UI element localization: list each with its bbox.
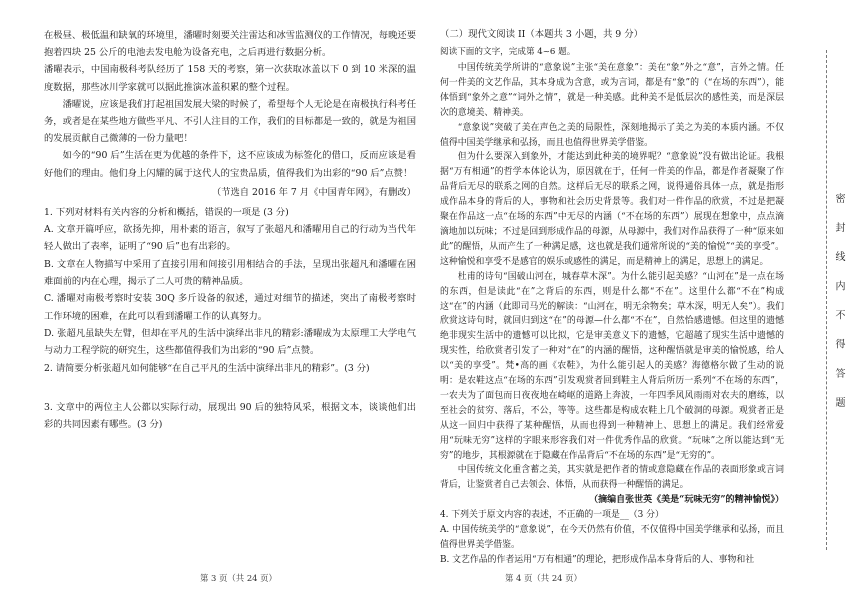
- right-page: [430, 0, 792, 595]
- paragraph: 但为什么要深入到象外，才能达到此种美的境界呢？“意象说”没有做出论证。我根据“万有相通”的哲学本体论认为，原因就在于，任何一件美的作品，都是作者凝聚了作品背后无尽的联系之网的自然。这样后无尽的联系之网，说得通俗具体一点，就是指形成作品本身的背后的人，事物和社会历史背景等。我们对一件作品的欣赏，不过是把凝聚在作品这一点“在场的东西”中无尽的内涵（“不在场的东西”）展现在想象中，点点滴滴地加以玩味；不过是回到形成作品的母源，从母源中，我们对作品获得了一种“原来如此”的醒悟，从而产生了一种满足感，这也就是我们通常所说的“美的愉悦”“美的享受”。这种愉悦和享受不是感官的娱乐或感性的满足，而是精神上的满足，思想上的满足。: [440, 152, 784, 267]
- paragraph: 中国传统文化重含蓄之美，其实就是把作者的情或意隐藏在作品的表面形象或言词背后，让鉴赏者自己去领会、体悟，从而获得一种醒悟的满足。: [440, 465, 784, 491]
- page-footer-left: 第 3 页（共 24 页）: [200, 573, 277, 583]
- question-1-option-a: A. 文章开篇呼应，欲扬先抑，用朴素的语言，叙写了张超凡和潘曜用自己的行动为当代年轻人做出了表率，证明了“90 后”也有出彩的。: [44, 224, 416, 253]
- question-4-option-b: B. 文艺作品的作者运用“万有相通”的理论，把形成作品本身背后的人、事物和社: [440, 555, 755, 565]
- answer-space: [44, 377, 416, 399]
- binding-dashed-line: [826, 50, 827, 550]
- question-1-option-d: D. 张超凡虽缺失左臂，但却在平凡的生活中演绎出非凡的精彩:潘曜成为太原理工大学电气与动力工程学院的研究生，这些都值得我们为出彩的“90 后”点赞。: [44, 327, 416, 357]
- paragraph: 潘曜表示，中国南极科考队经历了 158 天的考察，第一次获取冰盖以下 0 到 10 米深的温度数据，那些冰川学家就可以据此推演冰盖积累的整个过程。: [44, 64, 416, 93]
- paragraph: “意象说”突破了美在声色之美的局限性，深刻地揭示了美之为美的本质内涵。不仅值得中国美学继承和弘扬，而且也值得世界美学借鉴。: [440, 122, 784, 148]
- article-source: （摘编自张世英《美是“玩味无穷”的精神愉悦》）: [589, 495, 784, 506]
- question-1-stem: 1. 下列对材料有关内容的分析和概括，错误的一项是 (3 分): [44, 206, 289, 218]
- question-3: 3. 文章中的两位主人公都以实际行动，展现出 90 后的独特风采，根据文本，谈谈他们出彩的共同因素有哪些。(3 分): [44, 401, 416, 431]
- instruction: 阅读下面的文字，完成第 4~6 题。: [440, 47, 576, 57]
- section-title: （二）现代文阅读 II（本题共 3 小题，共 9 分）: [440, 29, 643, 40]
- question-1-option-c: C. 潘曜对南极考察时安装 30Q 多斤设备的叙述，通过对细节的描述，突出了南极考察时工作环境的困难，在此可以看到潘曜工作的认真努力。: [44, 293, 416, 322]
- paragraph: 杜甫的诗句“国破山河在，城春草木深”。为什么能引起美感？“山河在”是一点在场的东西，但是读此“在”之背后的东西，则是什么都“不在”。这里什么都“不在”构成这“在”的内涵（此即司马光的解读：“山河在，明无余物矣；草木深，明无人矣”）。我们欣赏这诗句时，就回归到这“在”的母源—什么都“不在”，自然恰感遗憾。但这里的遗憾绝非现实生活中的遗憾可以比拟，它是审美意义下的遗憾，它超越了现实生活中遗憾的现实性，给欣赏者引发了一种对“在”的内涵的醒悟，这种醒悟就是审美的愉悦感，给人以“美的享受”。梵•高的画《农鞋》，为什么能引起人的美感？海德格尔做了生动的说明：是农鞋这点“在场的东西”引发观赏者回到鞋主人背后所历一系列“不在场的东西”，一农夫为了面包而日夜夜地在崎岖的道路上奔波，一年四季风风雨雨对农夫的磨练，以至社会的贫穷、落后，不公，等等。这些都是构成农鞋上几个破洞的母源。观赏者正是从这一回归中获得了某种醒悟，从而也得到一种精神上、思想上的满足。我们经常爱用“玩味无穷”这样的字眼来形容我们对一件优秀作品的欣赏。“玩味”之所以能达到“无穷”的地步，其根源就在于隐藏在作品背后“不在场的东西”是“无穷的”。: [440, 271, 784, 461]
- article-source: （节选自 2016 年 7 月《中国青年网》，有删改）: [211, 186, 416, 198]
- paragraph: 潘曜说，应该是我们打起祖国发展大梁的时候了，希望每个人无论是在南极执行科考任务，或者是在某些地方做些平凡、不引人注目的工作，我们的目标都是一致的，就是为祖国的发展贡献自己微薄的一份力量吧！: [44, 98, 416, 145]
- binding-seal-text: 密 封 线 内 不 得 答 题: [831, 190, 845, 418]
- binding-margin: [804, 0, 860, 595]
- question-2: 2. 请简要分析张超凡如何能够“在自己平凡的生活中演绎出非凡的精彩”。(3 分): [44, 362, 370, 374]
- question-4-stem: 4. 下列关于原文内容的表述，不正确的一项是__（3 分）: [440, 510, 664, 521]
- paragraph: 如今的“90 后”生活在更为优越的条件下，这不应该成为标签化的借口，反而应该是看好他们的理由。他们身上闪耀的属于这代人的宝贵品质，值得我们为出彩的“90 后”点赞！: [44, 150, 416, 179]
- page-footer-right: 第 4 页（共 24 页）: [505, 573, 582, 583]
- paragraph: 中国传统美学所讲的“意象说”主张“美在意象”：美在“象”外之“意”，言外之情。任何一件美的文艺作品，其本身成为含意，或为言词，都是有“象”的（“在场的东西”），能体悟到“象外之意”“词外之情”，就是一种美感。此种美不是低层次的感性美，而是深层次的意境美、精神美。: [440, 63, 784, 118]
- question-1-option-b: B. 文章在人物描写中采用了直接引用和间接引用相结合的手法，呈现出张超凡和潘曜在困难面前的内在心理，揭示了二人可贵的精神品质。: [44, 258, 416, 288]
- paragraph: 在极昼、极低温和缺氧的环境里，潘曜时刻要关注雷达和冰雪监测仪的工作情况，每晚还要抱着四块 25 公斤的电池去发电舱为设备充电，之后再进行数据分析。: [44, 30, 416, 59]
- question-4-option-a: A. 中国传统美学的“意象说”，在今天仍然有价值，不仅值得中国美学继承和弘扬，而且值得世界美学借鉴。: [440, 525, 784, 551]
